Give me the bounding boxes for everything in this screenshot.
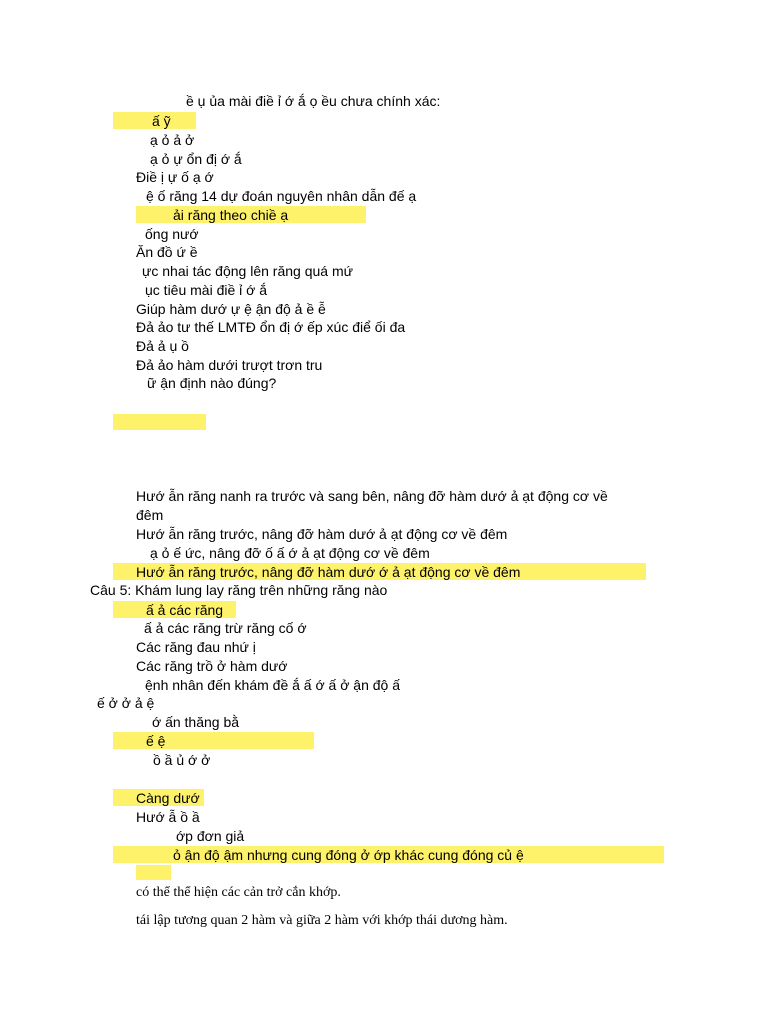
text-line: tái lập tương quan 2 hàm và giữa 2 hàm với khớp thái dương hàm. (136, 913, 508, 928)
text-line: Hướ ẫn răng nanh ra trước và sang bên, nâng đỡ hàm dướ ả ạt động cơ về (136, 488, 608, 504)
text-line: ớ ấn thăng bằ (152, 714, 240, 730)
text-line: ệnh nhân đến khám đề ắ ấ ớ ấ ở ận độ ấ (145, 677, 400, 693)
text-line: ề ụ ủa mài điề ỉ ớ ắ ọ ều chưa chính xác: (186, 93, 441, 109)
text-line: ạ ỏ ế ức, nâng đỡ ố ấ ớ ả ạt động cơ về đêm (150, 545, 430, 561)
highlight-bar (113, 414, 206, 430)
text-line: Ăn đồ ứ ề (136, 244, 198, 260)
text-line: Hướ ẫ ồ ầ (136, 809, 200, 825)
text-line: ế ệ (146, 733, 166, 749)
text-line: Đả ảo tư thế LMTĐ ổn đị ớ ếp xúc điể ối đa (136, 319, 406, 335)
highlight-bar (136, 865, 171, 880)
text-line: ấ ỹ (152, 113, 171, 129)
text-line: Các răng trồ ở hàm dướ (136, 658, 288, 674)
text-line: ồ ầ ủ ớ ở (153, 752, 211, 768)
text-line: ục tiêu mài điề ỉ ớ ắ (145, 282, 268, 298)
text-line: ấ ả các răng (146, 602, 224, 618)
text-line: ống nướ (145, 226, 199, 242)
text-line: ực nhai tác động lên răng quá mứ (142, 263, 353, 279)
text-line: ải răng theo chiề ạ (173, 207, 289, 223)
text-line: Điề ị ự ố ạ ớ (136, 169, 214, 185)
text-line: Đả ả ụ ồ (136, 338, 189, 354)
text-line: ấ ả các răng trừ răng cố ớ (144, 620, 307, 636)
highlight-bar (113, 732, 314, 749)
text-line: đêm (136, 507, 164, 523)
text-line: ữ ận định nào đúng? (147, 375, 277, 391)
text-line: có thể thể hiện các cản trở cắn khớp. (136, 885, 341, 900)
text-line: ệ ố răng 14 dự đoán nguyên nhân dẫn đế ạ (146, 188, 417, 204)
text-line: ế ở ở ả ệ (97, 695, 155, 711)
text-line: Giúp hàm dướ ự ệ ận độ ả ề ễ (136, 301, 326, 317)
text-line: ạ ỏ ự ổn đị ớ ắ (150, 151, 242, 167)
text-line: ớp đơn giả (176, 828, 245, 844)
text-line: Hướ ẫn răng trước, nâng đỡ hàm dướ ớ ả ạt động cơ về đêm (136, 564, 521, 580)
question-heading: Câu 5: Khám lung lay răng trên những răng nào (90, 582, 388, 598)
text-line: Càng dướ (136, 790, 200, 806)
text-line: ạ ỏ ả ở (150, 132, 195, 148)
text-line: Hướ ẫn răng trước, nâng đỡ hàm dướ ả ạt động cơ về đêm (136, 526, 508, 542)
text-line: ỏ ận độ ậm nhưng cung đóng ở ớp khác cung đóng củ ệ (173, 847, 524, 863)
text-line: Các răng đau nhứ ị (136, 639, 256, 655)
text-line: Đả ảo hàm dưới trượt trơn tru (136, 357, 323, 373)
